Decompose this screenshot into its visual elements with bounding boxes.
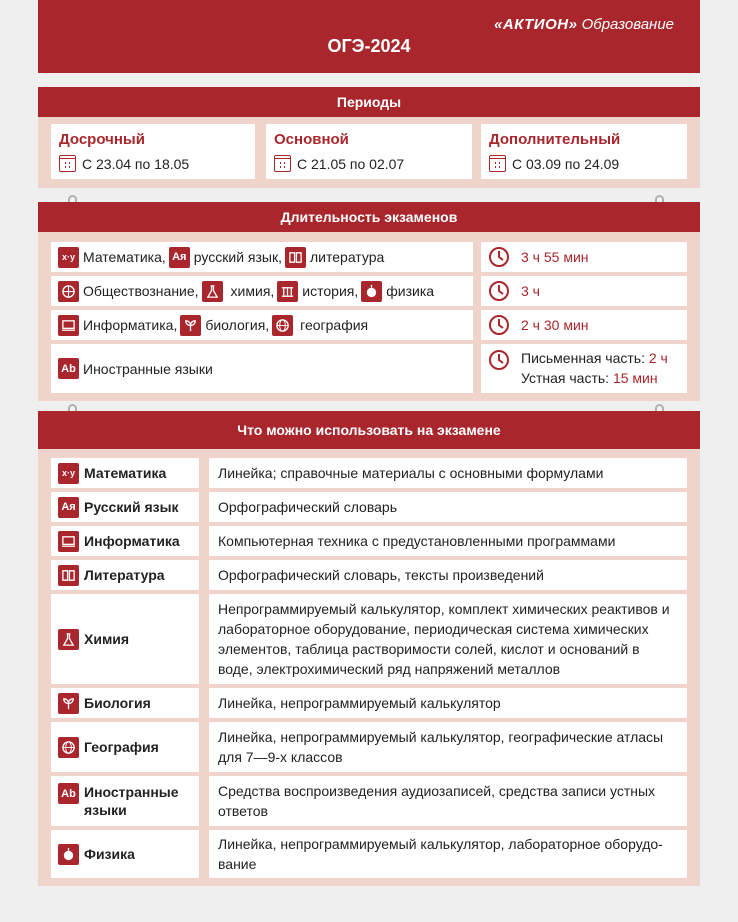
literature-icon xyxy=(58,565,79,586)
period-name: Досрочный xyxy=(59,131,145,148)
subject-label: Математика, xyxy=(83,249,166,265)
chemistry-icon xyxy=(202,281,223,302)
geography-icon xyxy=(58,737,79,758)
periods-heading: Периоды xyxy=(38,87,700,117)
allowed-items-text: Орфографический словарь xyxy=(218,499,397,515)
subject-cell xyxy=(51,492,199,522)
duration-subjects-row xyxy=(51,242,473,272)
allowed-items-text: Орфографический словарь, тексты произведений xyxy=(218,567,544,583)
allowed-items-text: Линейка, непрограммируемый калькулятор, лабораторное оборудо-вание xyxy=(218,836,663,872)
subject-cell xyxy=(51,458,199,488)
period-dates-text: С 03.09 по 24.09 xyxy=(512,155,620,172)
subjects-list xyxy=(51,310,368,340)
oral-part-label: Устная часть: xyxy=(521,370,610,386)
duration-subjects-row xyxy=(51,344,473,393)
subject-cell xyxy=(51,830,199,878)
duration-subjects-row xyxy=(51,276,473,306)
math-icon: x·y xyxy=(58,463,79,484)
foreign-languages-icon: Ab xyxy=(58,358,79,379)
allowed-items-text: Линейка, непрограммируемый калькулятор, географические атласы для 7—9-х классов xyxy=(218,729,664,765)
allowed-items-text: Компьютерная техника с предустановленными программами xyxy=(218,533,616,549)
physics-icon xyxy=(58,844,79,865)
duration-value: 3 ч xyxy=(521,283,540,299)
clock-icon xyxy=(488,246,510,268)
subject-name: География xyxy=(84,739,159,755)
subject-label: биология, xyxy=(205,317,270,333)
biology-icon xyxy=(180,315,201,336)
allowed-items-text: Средства воспроизведения аудиозаписей, средства записи устных ответов xyxy=(218,783,656,819)
subject-name: Литература xyxy=(84,567,165,583)
calendar-icon xyxy=(489,155,506,172)
period-dates xyxy=(489,155,619,172)
subject-label: история, xyxy=(302,283,359,299)
allowed-items-cell xyxy=(209,776,687,826)
allowed-items-cell xyxy=(209,526,687,556)
russian-icon: Ая xyxy=(58,497,79,518)
duration-value-row xyxy=(481,344,687,393)
subject-label: литература xyxy=(310,249,385,265)
history-icon xyxy=(277,281,298,302)
subject-cell xyxy=(51,560,199,590)
duration-cell xyxy=(481,344,668,393)
subject-cell xyxy=(51,526,199,556)
subject-cell xyxy=(51,688,199,718)
header-banner xyxy=(38,0,700,73)
geography-icon xyxy=(272,315,293,336)
period-name: Дополнительный xyxy=(489,131,621,148)
foreign-languages-icon: Ab xyxy=(58,783,79,804)
math-icon: x·y xyxy=(58,247,79,268)
oral-part-value: 15 мин xyxy=(612,370,658,386)
allowed-items-cell xyxy=(209,688,687,718)
allowed-items-text: Линейка; справочные материалы с основными формулами xyxy=(218,465,604,481)
allowed-items-cell xyxy=(209,830,687,878)
subject-name: Информатика xyxy=(84,533,180,549)
subject-cell xyxy=(51,722,199,772)
clock-icon xyxy=(488,280,510,302)
subject-name: Математика xyxy=(84,465,167,481)
clock-icon xyxy=(488,349,510,371)
period-card-additional xyxy=(481,124,687,179)
allowed-items-cell xyxy=(209,458,687,488)
allowed-items-cell xyxy=(209,594,687,684)
clock-icon xyxy=(488,314,510,336)
chemistry-icon xyxy=(58,629,79,650)
durations-heading: Длительность экзаменов xyxy=(38,202,700,232)
duration-value: 2 ч 30 мин xyxy=(521,317,589,333)
duration-cell xyxy=(481,276,540,306)
period-dates xyxy=(274,155,404,172)
russian-icon: Ая xyxy=(169,247,190,268)
calendar-icon xyxy=(59,155,76,172)
duration-value-row xyxy=(481,276,687,306)
subject-name: Биология xyxy=(84,695,151,711)
informatics-icon xyxy=(58,531,79,552)
brand-logo: «АКТИОН» Образование xyxy=(494,16,674,33)
allowed-items-cell xyxy=(209,722,687,772)
subject-cell xyxy=(51,594,199,684)
durations-panel xyxy=(38,202,700,401)
duration-value: 3 ч 55 мин xyxy=(521,249,589,265)
allowed-items-text: Линейка, непрограммируемый калькулятор xyxy=(218,695,501,711)
duration-value-row xyxy=(481,310,687,340)
biology-icon xyxy=(58,693,79,714)
subject-name: Иностранные языки xyxy=(84,784,179,818)
subject-name: Физика xyxy=(84,846,135,862)
period-card-early xyxy=(51,124,255,179)
period-dates-text: С 23.04 по 18.05 xyxy=(82,155,190,172)
subject-label: химия, xyxy=(230,283,275,299)
calendar-icon xyxy=(274,155,291,172)
allowed-items-text: Непрограммируемый калькулятор, комплект химических реактивов и лабораторное оборудование, периодическая система химических элементов, таблица растворимости солей, кислот и оснований в воде, электрохимический ряд напряжений металлов xyxy=(218,601,670,677)
subject-label: русский язык, xyxy=(193,249,283,265)
subject-label: физика xyxy=(386,283,435,299)
allowed-items-cell xyxy=(209,560,687,590)
period-dates xyxy=(59,155,189,172)
literature-icon xyxy=(285,247,306,268)
subjects-list xyxy=(51,276,434,306)
allowed-heading: Что можно использовать на экзамене xyxy=(38,411,700,449)
written-part-value: 2 ч xyxy=(648,350,668,366)
duration-cell xyxy=(481,310,589,340)
subject-label: география xyxy=(300,317,369,333)
social-icon xyxy=(58,281,79,302)
subject-name: Русский язык xyxy=(84,499,179,515)
duration-cell xyxy=(481,242,589,272)
page-title: ОГЭ-2024 xyxy=(327,36,411,56)
duration-value-row xyxy=(481,242,687,272)
subjects-list xyxy=(51,344,213,393)
allowed-items-panel xyxy=(38,411,700,886)
informatics-icon xyxy=(58,315,79,336)
subject-cell xyxy=(51,776,199,826)
periods-panel xyxy=(38,87,700,188)
period-card-main xyxy=(266,124,472,179)
subject-label: Обществознание, xyxy=(83,283,199,299)
subject-label: Информатика, xyxy=(83,317,178,333)
period-name: Основной xyxy=(274,131,349,148)
duration-subjects-row xyxy=(51,310,473,340)
subject-label: Иностранные языки xyxy=(83,360,213,377)
subject-name: Химия xyxy=(84,631,130,647)
subjects-list xyxy=(51,242,384,272)
allowed-items-cell xyxy=(209,492,687,522)
physics-icon xyxy=(361,281,382,302)
period-dates-text: С 21.05 по 02.07 xyxy=(297,155,405,172)
written-part-label: Письменная часть: xyxy=(521,350,645,366)
